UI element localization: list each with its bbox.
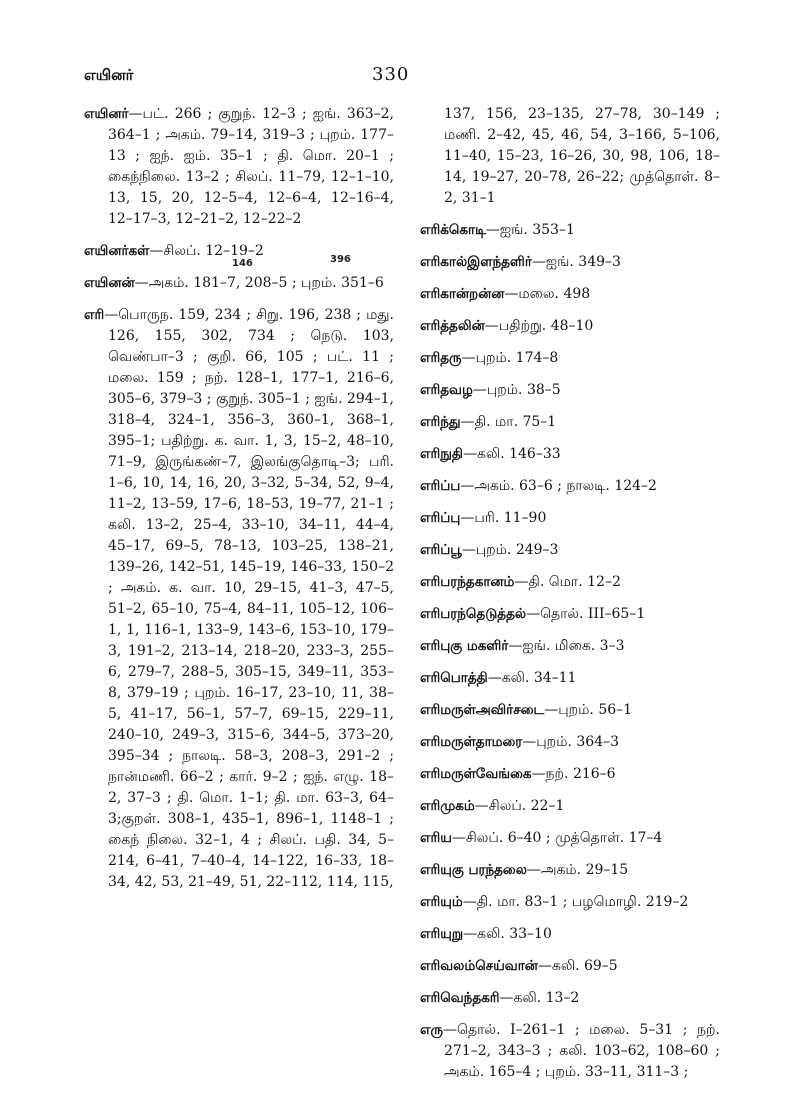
entry-references: —புறம். 364–3 xyxy=(522,734,620,750)
entry-references: —தொல். I–261–1 ; மலை. 5–31 ; நற். 271–2, 343–3 ; கலி. 103–62, 108–60 ; அகம். 165–4 ; புறம். 33–11, 311–3 ; xyxy=(443,1022,720,1080)
entry-headword: எரியுகு பரந்தலை xyxy=(420,862,527,878)
entry-references: —கலி. 13–2 xyxy=(499,990,580,1006)
index-entry xyxy=(420,540,720,561)
entry-headword: எரிதரு xyxy=(420,350,462,366)
entry-references: —ஐங். 353–1 xyxy=(485,222,575,238)
entry-references: —புறம். 56–1 xyxy=(544,702,633,718)
entry-headword: எரிநுதி xyxy=(420,446,463,462)
index-entry xyxy=(420,668,720,689)
entry-headword: எரிப்ப xyxy=(420,478,461,494)
entry-headword: எரிய xyxy=(420,830,452,846)
entry-references: —மலை. 498 xyxy=(504,286,591,302)
entry-headword: எரிக்கொடி xyxy=(420,222,486,238)
page-number: 330 xyxy=(372,64,410,85)
entry-headword: எரித்தலின் xyxy=(420,318,485,334)
index-entry xyxy=(420,220,720,241)
entry-references: —கலி. 34–11 xyxy=(487,670,577,686)
index-entry xyxy=(420,1020,720,1083)
entry-headword: எரிதவழ xyxy=(420,382,473,398)
entry-headword: எரியுறு xyxy=(420,926,464,942)
entry-headword: எரிமருள்அவிர்சடை xyxy=(420,702,545,718)
entry-headword: எயினன் xyxy=(84,275,135,291)
entry-headword: எரிமுகம் xyxy=(420,798,475,814)
entry-headword: எரிமருள்வேங்கை xyxy=(420,766,532,782)
index-entry xyxy=(420,828,720,849)
entry-references: —தி. மா. 83–1 ; பழமொழி. 219–2 xyxy=(462,894,689,910)
entry-references: —நற். 216–6 xyxy=(531,766,616,782)
index-entry xyxy=(420,636,720,657)
index-entry xyxy=(84,241,394,262)
entry-headword: எரி xyxy=(84,307,105,323)
index-entry xyxy=(420,572,720,593)
entry-headword: எரு xyxy=(420,1022,444,1038)
entry-references: —அகம். 181–7, 208–5 ; புறம். 351–6 xyxy=(134,275,384,291)
entry-references: —சிலப். 6–40 ; முத்தொள். 17–4 xyxy=(451,830,663,846)
entry-headword: எரிப்பூ xyxy=(420,542,462,558)
entry-references: —அகம். 29–15 xyxy=(526,862,629,878)
index-entry xyxy=(420,892,720,913)
entry-headword: எரிகால்இளந்தளிர் xyxy=(420,254,532,270)
index-entry xyxy=(420,316,720,337)
index-entry xyxy=(420,924,720,945)
entry-references: —பதிற்று. 48–10 xyxy=(484,318,594,334)
entry-references: —தொல். III–65–1 xyxy=(526,606,646,622)
entry-references: —கலி. 33–10 xyxy=(463,926,552,942)
entry-headword: எரிகான்றன்ன xyxy=(420,286,505,302)
index-entry xyxy=(420,700,720,721)
index-entry xyxy=(84,273,394,294)
entry-references: —சிலப். 22–1 xyxy=(474,798,565,814)
index-entry xyxy=(420,412,720,433)
entry-headword: எரிமருள்தாமரை xyxy=(420,734,523,750)
index-entry xyxy=(420,348,720,369)
index-entry xyxy=(420,796,720,817)
entry-headword: எரிவெந்தகரி xyxy=(420,990,500,1006)
left-column xyxy=(84,104,394,904)
entry-references: —புறம். 174–8 xyxy=(461,350,559,366)
handwritten-note: 396 xyxy=(330,254,351,265)
index-entry xyxy=(420,476,720,497)
entry-headword: எரிந்து xyxy=(420,414,461,430)
index-entry xyxy=(420,956,720,977)
index-entry xyxy=(84,104,394,230)
entry-headword: எரிவலம்செய்வான் xyxy=(420,958,538,974)
entry-headword: எயினர்கள் xyxy=(84,243,150,259)
index-entry xyxy=(420,604,720,625)
handwritten-note: 146 xyxy=(232,258,253,269)
entry-references: —தி. மொ. 12–2 xyxy=(514,574,621,590)
entry-references: —அகம். 63–6 ; நாலடி. 124–2 xyxy=(460,478,657,494)
entry-headword: எரிபரந்தெடுத்தல் xyxy=(420,606,527,622)
entry-references: —தி. மா. 75–1 xyxy=(460,414,557,430)
entry-headword: எரிபொத்தி xyxy=(420,670,488,686)
entry-headword: எரிப்பு xyxy=(420,510,461,526)
entry-references: —பொருந. 159, 234 ; சிறு. 196, 238 ; மது. 126, 155, 302, 734 ; நெடு. 103, வெண்பா–3 ; குறி. 66, 105 ; பட். 11 ; மலை. 159 ; நற். 128–1, 177–1, 216–6, 305–6, 379–3 ; குறுந். 305–1 ; ஐங். 294–1, 318–4, 324–1, 356–3, 360–1, 368–1, 395–1; பதிற்று. க. வா. 1, 3, 15–2, 48–10, 71–9, இருங்கண்–7, இலங்குதொடி–3; பரி. 1–6, 10, 14, 16, 20, 3–32, 5–34, 52, 9–4, 11–2, 13–59, 17–6, 18–53, 19–77, 21–1 ; கலி. 13–2, 25–4, 33–10, 34–11, 44–4, 45–17, 69–5, 78–13, 103–25, 138–21, 139–26, 142–51, 145–19, 146–33, 150–2 ; அகம். க. வா. 10, 29–15, 41–3, 47–5, 51–2, 65–10, 75–4, 84–11, 105–12, 106–1, 1, 116–1, 133–9, 143–6, 153–10, 179–3, 191–2, 213–14, 218–20, 233–3, 255–6, 279–7, 288–5, 305–15, 349–11, 353–8, 379–19 ; புறம். 16–17, 23–10, 11, 38–5, 41–17, 56–1, 57–7, 69–15, 229–11, 240–10, 249–3, 315–6, 344–5, 373–20, 395–34 ; நாலடி. 58–3, 208–3, 291–2 ; நான்மணி. 66–2 ; கார். 9–2 ; ஐந். எழு. 18–2, 37–3 ; தி. மொ. 1–1; தி. மா. 63–3, 64–3;குறள். 308–1, 435–1, 896–1, 1148–1 ; கைந் நிலை. 32–1, 4 ; சிலப். பதி. 34, 5–214, 6–41, 7–40–4, 14–122, 16–33, 18–34, 42, 53, 21–49, 51, 22–112, 114, 115, xyxy=(104,307,394,890)
index-entry xyxy=(420,764,720,785)
entry-references: —பட். 266 ; குறுந். 12–3 ; ஐங். 363–2, 364–1 ; அகம். 79–14, 319–3 ; புறம். 177–13 ; ஐந். ஐம். 35–1 ; தி. மொ. 20–1 ; கைந்நிலை. 13–2 ; சிலப். 11–79, 12–1–10, 13, 15, 20, 12–5–4, 12–6–4, 12–16–4, 12–17–3, 12–21–2, 12–22–2 xyxy=(108,106,394,227)
index-entry xyxy=(84,305,394,893)
running-head: எயினர் xyxy=(84,66,134,84)
entry-headword: எரிபரந்தகானம் xyxy=(420,574,515,590)
entry-headword: எயினர் xyxy=(84,106,129,122)
entry-headword: எரிபுகு மகளிர் xyxy=(420,638,509,654)
entry-references: —கலி. 146–33 xyxy=(462,446,561,462)
entry-references: —கலி. 69–5 xyxy=(537,958,618,974)
index-entry xyxy=(420,444,720,465)
index-entry xyxy=(420,732,720,753)
entry-headword: எரியும் xyxy=(420,894,463,910)
index-entry xyxy=(420,380,720,401)
right-column xyxy=(420,104,720,1094)
index-entry xyxy=(420,284,720,305)
entry-references: —ஐங். மிகை. 3–3 xyxy=(508,638,625,654)
index-entry xyxy=(420,252,720,273)
index-entry xyxy=(420,860,720,881)
entry-references: —சிலப். 12–19–2 xyxy=(149,243,264,259)
index-entry xyxy=(420,508,720,529)
entry-references: —பரி. 11–90 xyxy=(460,510,547,526)
entry-references: —புறம். 38–5 xyxy=(472,382,561,398)
entry-continuation: 137, 156, 23–135, 27–78, 30–149 ; மணி. 2–42, 45, 46, 54, 3–166, 5–106, 11–40, 15–23, 16–26, 30, 98, 106, 18–14, 19–27, 20–78, 26–22; முத்தொள். 8–2, 31–1 xyxy=(444,106,720,206)
index-entry xyxy=(420,988,720,1009)
entry-references: —புறம். 249–3 xyxy=(461,542,559,558)
entry-references: —ஐங். 349–3 xyxy=(531,254,621,270)
